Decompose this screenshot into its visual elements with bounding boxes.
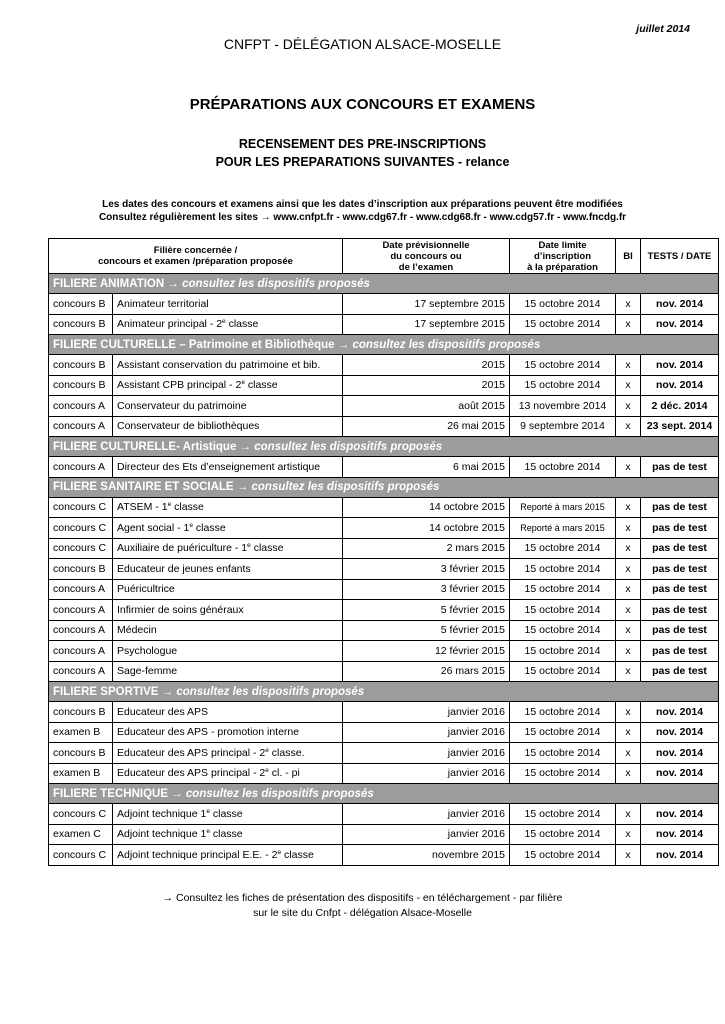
limit-date-cell: 15 octobre 2014	[510, 538, 616, 559]
test-date-cell: nov. 2014	[641, 824, 719, 845]
test-date-cell: pas de test	[641, 559, 719, 580]
exam-date-cell: janvier 2016	[343, 804, 510, 825]
bi-cell: x	[616, 702, 641, 723]
exam-type-cell: concours C	[49, 845, 113, 866]
bi-cell: x	[616, 416, 641, 437]
section-link[interactable]: → consultez les dispositifs proposés	[236, 481, 440, 493]
section-header-row	[49, 335, 719, 355]
preparation-label-cell: Animateur territorial	[113, 294, 343, 315]
exam-date-cell: 3 février 2015	[343, 579, 510, 600]
note-line-2: Consultez régulièrement les sites → www.cnfpt.fr - www.cdg67.fr - www.cdg68.fr - www.cdg57.fr - www.fncdg.fr	[98, 212, 627, 223]
section-header-row	[49, 477, 719, 497]
bi-cell: x	[616, 641, 641, 662]
test-date-cell: nov. 2014	[641, 314, 719, 335]
header-tests: TESTS / DATE	[641, 239, 719, 274]
table-row	[49, 497, 719, 518]
test-date-cell: 23 sept. 2014	[641, 416, 719, 437]
bi-cell: x	[616, 497, 641, 518]
limit-date-cell: 15 octobre 2014	[510, 804, 616, 825]
exam-type-cell: concours B	[49, 702, 113, 723]
section-name: FILIERE ANIMATION	[53, 277, 165, 290]
limit-date-cell: Reporté à mars 2015	[510, 518, 616, 539]
bi-cell: x	[616, 722, 641, 743]
limit-date-cell: 15 octobre 2014	[510, 845, 616, 866]
table-row	[49, 661, 719, 682]
test-date-cell: nov. 2014	[641, 294, 719, 315]
limit-date-cell: 15 octobre 2014	[510, 620, 616, 641]
limit-date-cell: 15 octobre 2014	[510, 722, 616, 743]
footer-line-1: → Consultez les fiches de présentation des dispositifs - en téléchargement - par filière	[162, 892, 563, 904]
exam-type-cell: examen B	[49, 763, 113, 784]
limit-date-cell: 15 octobre 2014	[510, 641, 616, 662]
bi-cell: x	[616, 518, 641, 539]
section-header-row	[49, 784, 719, 804]
table-row	[49, 538, 719, 559]
preparation-label-cell: Médecin	[113, 620, 343, 641]
test-date-cell: nov. 2014	[641, 722, 719, 743]
section-header-row	[49, 274, 719, 294]
exam-date-cell: 2015	[343, 355, 510, 376]
table-row	[49, 743, 719, 764]
test-date-cell: pas de test	[641, 641, 719, 662]
bi-cell: x	[616, 457, 641, 478]
section-link[interactable]: → consultez les dispositifs proposés	[337, 338, 541, 351]
exam-type-cell: examen C	[49, 824, 113, 845]
header-limit-date: Date limite d’inscription à la préparation	[510, 239, 616, 274]
exam-type-cell: concours C	[49, 538, 113, 559]
exam-type-cell: concours B	[49, 375, 113, 396]
bi-cell: x	[616, 804, 641, 825]
table-row	[49, 294, 719, 315]
bi-cell: x	[616, 600, 641, 621]
exam-type-cell: concours A	[49, 396, 113, 417]
exam-date-cell: 26 mars 2015	[343, 661, 510, 682]
limit-date-cell: 15 octobre 2014	[510, 559, 616, 580]
limit-date-cell: 15 octobre 2014	[510, 600, 616, 621]
preparation-label-cell: Educateur des APS	[113, 702, 343, 723]
exam-type-cell: concours B	[49, 355, 113, 376]
page-title: PRÉPARATIONS AUX CONCOURS ET EXAMENS	[189, 96, 536, 113]
test-date-cell: nov. 2014	[641, 743, 719, 764]
table-row	[49, 559, 719, 580]
table-row	[49, 416, 719, 437]
preparation-label-cell: Conservateur de bibliothèques	[113, 416, 343, 437]
header-filiere: Filière concernée / concours et examen /préparation proposée	[49, 239, 343, 274]
section-name: FILIERE SPORTIVE	[53, 685, 159, 698]
subtitle-line-1: RECENSEMENT DES PRE-INSCRIPTIONS	[238, 137, 487, 151]
table-row	[49, 375, 719, 396]
preparations-table	[48, 238, 719, 866]
limit-date-cell: 13 novembre 2014	[510, 396, 616, 417]
preparation-label-cell: Educateur des APS principal - 2e classe.	[113, 743, 343, 764]
organization-name: CNFPT - DÉLÉGATION ALSACE-MOSELLE	[223, 36, 502, 52]
bi-cell: x	[616, 661, 641, 682]
table-row	[49, 641, 719, 662]
test-date-cell: pas de test	[641, 600, 719, 621]
table-row	[49, 355, 719, 376]
preparation-label-cell: Animateur principal - 2e classe	[113, 314, 343, 335]
limit-date-cell: 15 octobre 2014	[510, 355, 616, 376]
section-name: FILIERE CULTURELLE- Artistique	[53, 440, 237, 453]
section-name: FILIERE TECHNIQUE	[53, 787, 169, 800]
test-date-cell: 2 déc. 2014	[641, 396, 719, 417]
exam-date-cell: janvier 2016	[343, 702, 510, 723]
section-link[interactable]: → consultez les dispositifs proposés	[161, 685, 365, 698]
test-date-cell: nov. 2014	[641, 804, 719, 825]
exam-date-cell: 14 octobre 2015	[343, 497, 510, 518]
bi-cell: x	[616, 559, 641, 580]
limit-date-cell: 15 octobre 2014	[510, 743, 616, 764]
exam-date-cell: 17 septembre 2015	[343, 294, 510, 315]
preparation-label-cell: Assistant conservation du patrimoine et bib.	[113, 355, 343, 376]
test-date-cell: nov. 2014	[641, 375, 719, 396]
exam-type-cell: concours B	[49, 314, 113, 335]
exam-type-cell: concours A	[49, 641, 113, 662]
preparation-label-cell: Agent social - 1e classe	[113, 518, 343, 539]
exam-type-cell: concours B	[49, 559, 113, 580]
test-date-cell: nov. 2014	[641, 763, 719, 784]
table-row	[49, 518, 719, 539]
test-date-cell: pas de test	[641, 661, 719, 682]
section-link[interactable]: → consultez les dispositifs proposés	[171, 787, 374, 800]
exam-date-cell: 5 février 2015	[343, 620, 510, 641]
preparation-label-cell: Puéricultrice	[113, 579, 343, 600]
bi-cell: x	[616, 620, 641, 641]
limit-date-cell: 15 octobre 2014	[510, 702, 616, 723]
test-date-cell: nov. 2014	[641, 702, 719, 723]
limit-date-cell: 15 octobre 2014	[510, 763, 616, 784]
limit-date-cell: 15 octobre 2014	[510, 579, 616, 600]
limit-date-cell: 9 septembre 2014	[510, 416, 616, 437]
preparation-label-cell: Conservateur du patrimoine	[113, 396, 343, 417]
exam-date-cell: août 2015	[343, 396, 510, 417]
bi-cell: x	[616, 355, 641, 376]
exam-type-cell: concours C	[49, 497, 113, 518]
document-date: juillet 2014	[636, 23, 690, 35]
table-row	[49, 804, 719, 825]
exam-date-cell: janvier 2016	[343, 763, 510, 784]
table-row	[49, 457, 719, 478]
section-link[interactable]: → consultez les dispositifs proposés	[239, 440, 443, 453]
header-bi: BI	[616, 239, 641, 274]
exam-type-cell: concours C	[49, 804, 113, 825]
preparation-label-cell: Sage-femme	[113, 661, 343, 682]
bi-cell: x	[616, 375, 641, 396]
preparation-label-cell: Educateur des APS principal - 2e cl. - pi	[113, 763, 343, 784]
table-row	[49, 314, 719, 335]
preparation-label-cell: Directeur des Ets d’enseignement artistique	[113, 457, 343, 478]
exam-type-cell: concours A	[49, 579, 113, 600]
note-line-1: Les dates des concours et examens ainsi que les dates d’inscription aux préparations peuvent être modifiées	[102, 199, 623, 210]
exam-date-cell: 2015	[343, 375, 510, 396]
table-row	[49, 845, 719, 866]
exam-date-cell: janvier 2016	[343, 824, 510, 845]
section-name: FILIERE CULTURELLE – Patrimoine et Bibliothèque	[53, 338, 335, 351]
table-row	[49, 396, 719, 417]
preparation-label-cell: ATSEM - 1e classe	[113, 497, 343, 518]
test-date-cell: pas de test	[641, 518, 719, 539]
limit-date-cell: 15 octobre 2014	[510, 294, 616, 315]
exam-date-cell: 3 février 2015	[343, 559, 510, 580]
limit-date-cell: 15 octobre 2014	[510, 457, 616, 478]
exam-date-cell: 5 février 2015	[343, 600, 510, 621]
bi-cell: x	[616, 824, 641, 845]
exam-type-cell: concours B	[49, 743, 113, 764]
exam-date-cell: janvier 2016	[343, 722, 510, 743]
bi-cell: x	[616, 579, 641, 600]
preparation-label-cell: Auxiliaire de puériculture - 1e classe	[113, 538, 343, 559]
exam-type-cell: concours A	[49, 620, 113, 641]
test-date-cell: nov. 2014	[641, 355, 719, 376]
test-date-cell: nov. 2014	[641, 845, 719, 866]
exam-type-cell: concours A	[49, 600, 113, 621]
bi-cell: x	[616, 314, 641, 335]
table-row	[49, 702, 719, 723]
section-link[interactable]: → consultez les dispositifs proposés	[167, 277, 370, 290]
limit-date-cell: 15 octobre 2014	[510, 314, 616, 335]
table-row	[49, 763, 719, 784]
test-date-cell: pas de test	[641, 579, 719, 600]
bi-cell: x	[616, 294, 641, 315]
limit-date-cell: 15 octobre 2014	[510, 375, 616, 396]
footer-line-2: sur le site du Cnfpt - délégation Alsace-Moselle	[253, 907, 472, 919]
exam-date-cell: 2 mars 2015	[343, 538, 510, 559]
test-date-cell: pas de test	[641, 497, 719, 518]
exam-date-cell: 6 mai 2015	[343, 457, 510, 478]
preparation-label-cell: Educateur des APS - promotion interne	[113, 722, 343, 743]
section-header-row	[49, 682, 719, 702]
table-body	[49, 274, 719, 866]
preparation-label-cell: Infirmier de soins généraux	[113, 600, 343, 621]
bi-cell: x	[616, 763, 641, 784]
bi-cell: x	[616, 743, 641, 764]
exam-type-cell: concours C	[49, 518, 113, 539]
header-exam-date: Date prévisionnelle du concours ou de l’examen	[343, 239, 510, 274]
bi-cell: x	[616, 538, 641, 559]
preparation-label-cell: Adjoint technique 1e classe	[113, 824, 343, 845]
table-row	[49, 722, 719, 743]
table-row	[49, 824, 719, 845]
exam-date-cell: 17 septembre 2015	[343, 314, 510, 335]
exam-type-cell: concours A	[49, 457, 113, 478]
table-row	[49, 579, 719, 600]
preparation-label-cell: Adjoint technique 1e classe	[113, 804, 343, 825]
preparation-label-cell: Psychologue	[113, 641, 343, 662]
test-date-cell: pas de test	[641, 620, 719, 641]
limit-date-cell: 15 octobre 2014	[510, 824, 616, 845]
exam-date-cell: 14 octobre 2015	[343, 518, 510, 539]
exam-type-cell: concours A	[49, 416, 113, 437]
exam-date-cell: janvier 2016	[343, 743, 510, 764]
table-header-row	[49, 239, 719, 274]
section-name: FILIERE SANITAIRE ET SOCIALE	[53, 481, 234, 493]
exam-type-cell: concours B	[49, 294, 113, 315]
test-date-cell: pas de test	[641, 457, 719, 478]
limit-date-cell: Reporté à mars 2015	[510, 497, 616, 518]
bi-cell: x	[616, 396, 641, 417]
preparation-label-cell: Educateur de jeunes enfants	[113, 559, 343, 580]
exam-type-cell: concours A	[49, 661, 113, 682]
exam-date-cell: novembre 2015	[343, 845, 510, 866]
preparation-label-cell: Adjoint technique principal E.E. - 2e classe	[113, 845, 343, 866]
table-row	[49, 600, 719, 621]
preparation-label-cell: Assistant CPB principal - 2e classe	[113, 375, 343, 396]
table-row	[49, 620, 719, 641]
limit-date-cell: 15 octobre 2014	[510, 661, 616, 682]
bi-cell: x	[616, 845, 641, 866]
subtitle-line-2: POUR LES PREPARATIONS SUIVANTES - relance	[215, 155, 510, 169]
exam-date-cell: 26 mai 2015	[343, 416, 510, 437]
exam-date-cell: 12 février 2015	[343, 641, 510, 662]
test-date-cell: pas de test	[641, 538, 719, 559]
exam-type-cell: examen B	[49, 722, 113, 743]
section-header-row	[49, 437, 719, 457]
